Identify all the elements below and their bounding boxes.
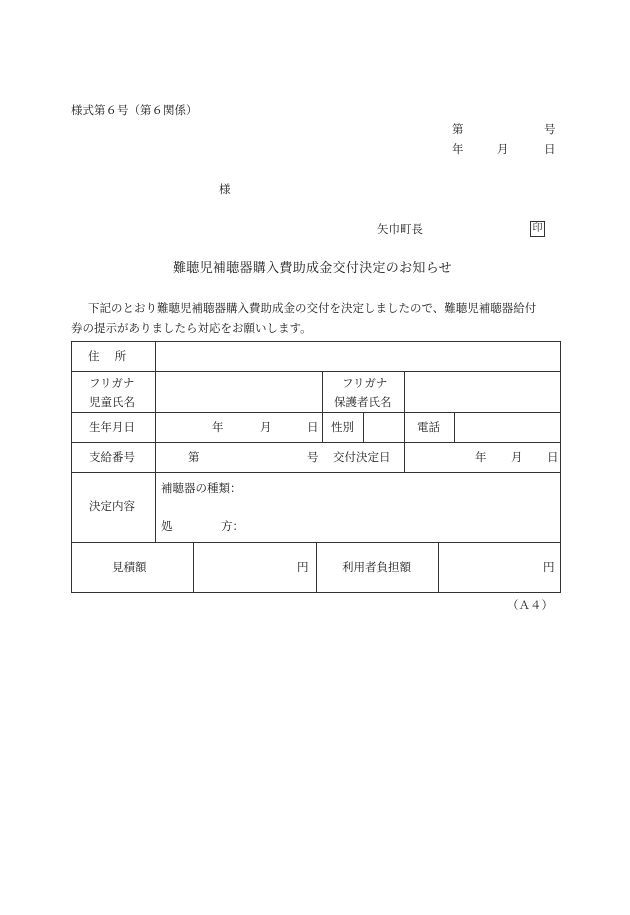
- prescription-label-b: 方：: [221, 519, 244, 533]
- prescription-label-a: 処: [161, 519, 173, 533]
- date-year: 年: [452, 142, 464, 156]
- birth-month-label: 月: [260, 420, 272, 434]
- estimate-label: 見積額: [112, 560, 147, 574]
- hearing-aid-type-label: 補聴器の種類：: [161, 481, 242, 495]
- estimate-unit: 円: [297, 560, 309, 574]
- supply-number-prefix: 第: [188, 450, 200, 464]
- supply-number-suffix: 号: [307, 450, 319, 464]
- recipient-suffix: 様: [219, 182, 231, 196]
- birth-day-label: 日: [307, 420, 319, 434]
- guardian-name-label: 保護者氏名: [334, 395, 392, 409]
- decision-content-label: 決定内容: [89, 499, 135, 513]
- issuer-name: 矢巾町長: [377, 222, 423, 236]
- address-label: 住 所: [88, 349, 127, 363]
- birth-year-label: 年: [212, 420, 224, 434]
- body-line-1: 下記のとおり難聴児補聴器購入費助成金の交付を決定しましたので、難聴児補聴器給付: [88, 301, 537, 315]
- decision-day-label: 日: [547, 450, 559, 464]
- gender-label: 性別: [331, 420, 354, 434]
- decision-year-label: 年: [475, 450, 487, 464]
- child-furigana-label: フリガナ: [89, 376, 135, 390]
- decision-table: [71, 341, 561, 593]
- doc-number-suffix: 号: [544, 122, 556, 136]
- supply-number-label: 支給番号: [89, 450, 135, 464]
- seal-mark: 印: [530, 221, 545, 237]
- phone-label: 電話: [417, 420, 440, 434]
- guardian-furigana-label: フリガナ: [342, 376, 388, 390]
- date-month: 月: [497, 142, 509, 156]
- child-name-label: 児童氏名: [89, 395, 135, 409]
- document-title: 難聴児補聴器購入費助成金交付決定のお知らせ: [173, 261, 452, 276]
- form-number: 様式第６号（第６関係）: [71, 103, 198, 117]
- doc-number-prefix: 第: [452, 122, 464, 136]
- user-burden-unit: 円: [543, 560, 555, 574]
- body-line-2: 券の提示がありましたら対応をお願いします。: [71, 321, 312, 335]
- date-day: 日: [544, 142, 556, 156]
- decision-date-label: 交付決定日: [333, 450, 391, 464]
- user-burden-label: 利用者負担額: [342, 560, 411, 574]
- birthdate-label: 生年月日: [89, 420, 135, 434]
- decision-month-label: 月: [511, 450, 523, 464]
- paper-size-note: （Ａ４）: [507, 598, 553, 612]
